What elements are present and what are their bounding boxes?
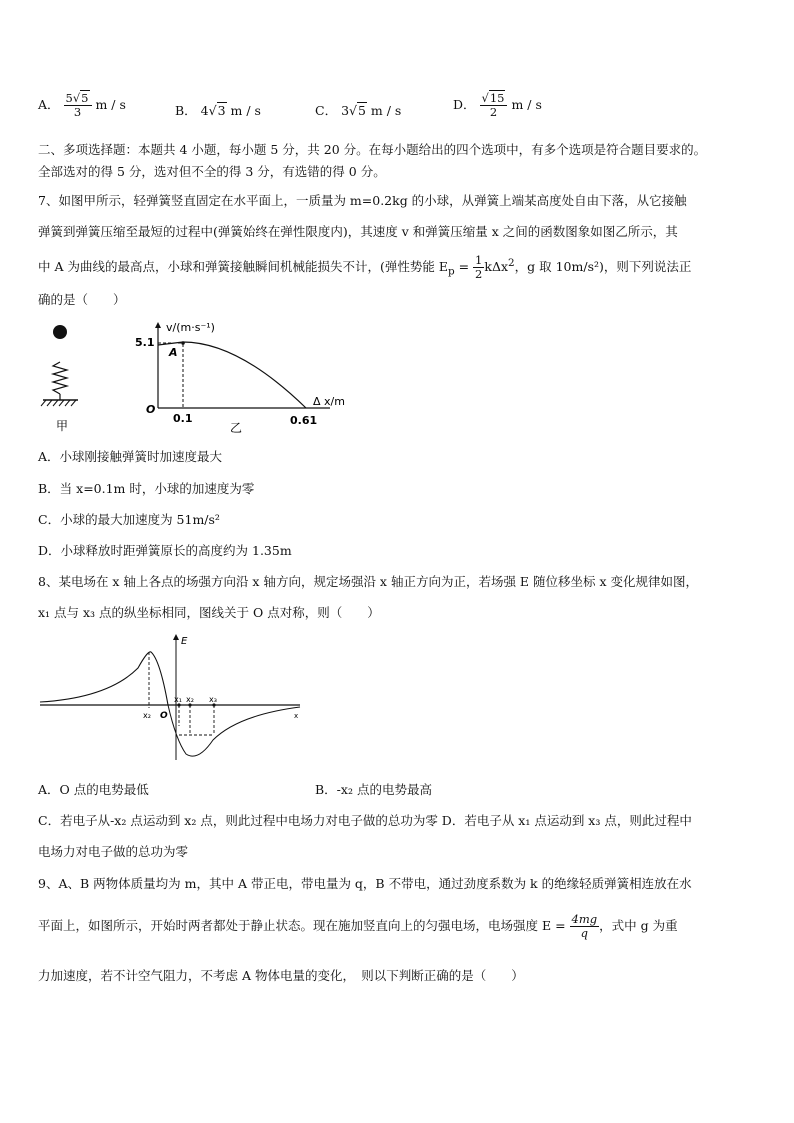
q8-option-a: A．O 点的电势最低 (38, 782, 149, 797)
q8-option-b: B．-x₂ 点的电势最高 (315, 782, 432, 797)
q6-a-fraction: $\frac{5√5}{3}$ (64, 92, 92, 119)
q9-field-fraction: $\frac{4mg}{q}$ (571, 912, 598, 941)
fig-jia-label: 甲 (56, 419, 69, 433)
section2-line1: 二、多项选择题：本题共 4 小题，每小题 5 分，共 20 分。在每小题给出的四个选项中，有多个选项是符合题目要求的。 (38, 142, 707, 157)
fig-x061: 0.61 (290, 414, 318, 427)
q8-line1: 8、某电场在 x 轴上各点的场强方向沿 x 轴方向，规定场强沿 x 轴正方向为正，若场强 E 随位移坐标 x 变化规律如图， (38, 574, 699, 589)
q6-option-b: B． 4√3 m / s (175, 103, 261, 118)
q7-figure (38, 318, 368, 436)
fig-x01: 0.1 (173, 412, 193, 425)
fig-x1: x₁ (174, 695, 182, 704)
e-curve-right (168, 705, 300, 756)
ball-icon (53, 325, 67, 339)
fig-neg-x2: x₂ (143, 711, 151, 720)
q7-line3: 中 A 为曲线的最高点，小球和弹簧接触瞬间机械能损失不计，(弹性势能 $E_p$ = $\frac{1}{2}$ kΔx$^2$，g 取 10m/s²)，则下列说法正 (38, 253, 692, 282)
q8-line2: x₁ 点与 x₃ 点的纵坐标相同，图线关于 O 点对称，则（ ） (38, 605, 380, 620)
ground-hatch (41, 400, 76, 406)
q7-half-fraction: $\frac{1}{2}$ (475, 253, 483, 282)
q7-option-d: D．小球释放时距弹簧原长的高度约为 1.35m (38, 543, 292, 558)
fig-ylabel: v/(m·s⁻¹) (166, 321, 215, 334)
q6-option-d: D． $\frac{√15}{2}$ m / s (453, 91, 542, 120)
fig-x3: x₃ (209, 695, 217, 704)
fig-x2: x₂ (186, 695, 194, 704)
fig-o: O (160, 711, 168, 721)
q6-d-fraction: $\frac{√15}{2}$ (480, 92, 508, 119)
fig-yi-label: 乙 (230, 421, 243, 435)
q6-option-a: A． $\frac{5√5}{3}$ m / s (38, 91, 126, 120)
section2-line2: 全部选对的得 5 分，选对但不全的得 3 分，有选错的得 0 分。 (38, 164, 386, 179)
fig-origin: O (146, 403, 156, 416)
q7-option-a: A．小球刚接触弹簧时加速度最大 (38, 449, 223, 464)
q7-line4: 确的是（ ） (38, 292, 126, 307)
q7-option-b: B．当 x=0.1m 时，小球的加速度为零 (38, 481, 255, 496)
fig-y51: 5.1 (135, 336, 155, 349)
fig-point-a-label: A (169, 346, 178, 359)
q7-option-c: C．小球的最大加速度为 51m/s² (38, 512, 220, 527)
q7-line2: 弹簧到弹簧压缩至最短的过程中(弹簧始终在弹性限度内)，其速度 v 和弹簧压缩量 x 之间的函数图象如图乙所示，其 (38, 224, 678, 239)
q6-option-c: C． 3√5 m / s (315, 103, 402, 118)
fig-x: x (294, 712, 299, 720)
spring-icon (53, 362, 67, 394)
q7-line1: 7、如图甲所示，轻弹簧竖直固定在水平面上，一质量为 m=0.2kg 的小球，从弹簧上端某高度处自由下落，从它接触 (38, 193, 687, 208)
q9-line2: 平面上，如图所示，开始时两者都处于静止状态。现在施加竖直向上的匀强电场，电场强度 E = $\frac{4mg}{q}$ ，式中 g 为重 (38, 912, 678, 941)
fig-xlabel: Δ x/m (313, 395, 345, 408)
q9-line3: 力加速度，若不计空气阻力，不考虑 A 物体电量的变化， 则以下判断正确的是（ ） (38, 968, 524, 983)
point-a (181, 341, 185, 345)
q9-line1: 9、A、B 两物体质量均为 m，其中 A 带正电，带电量为 q，B 不带电，通过劲度系数为 k 的绝缘轻质弹簧相连放在水 (38, 876, 692, 891)
q8-option-cd-line2: 电场力对电子做的总功为零 (38, 844, 189, 859)
fig-e-label: E (181, 636, 188, 647)
q8-option-cd-line1: C．若电子从-x₂ 点运动到 x₂ 点，则此过程中电场力对电子做的总功为零 D．若电子从 x₁ 点运动到 x₃ 点，则此过程中 (38, 813, 692, 828)
v-curve (158, 342, 306, 408)
q8-figure (38, 630, 308, 765)
